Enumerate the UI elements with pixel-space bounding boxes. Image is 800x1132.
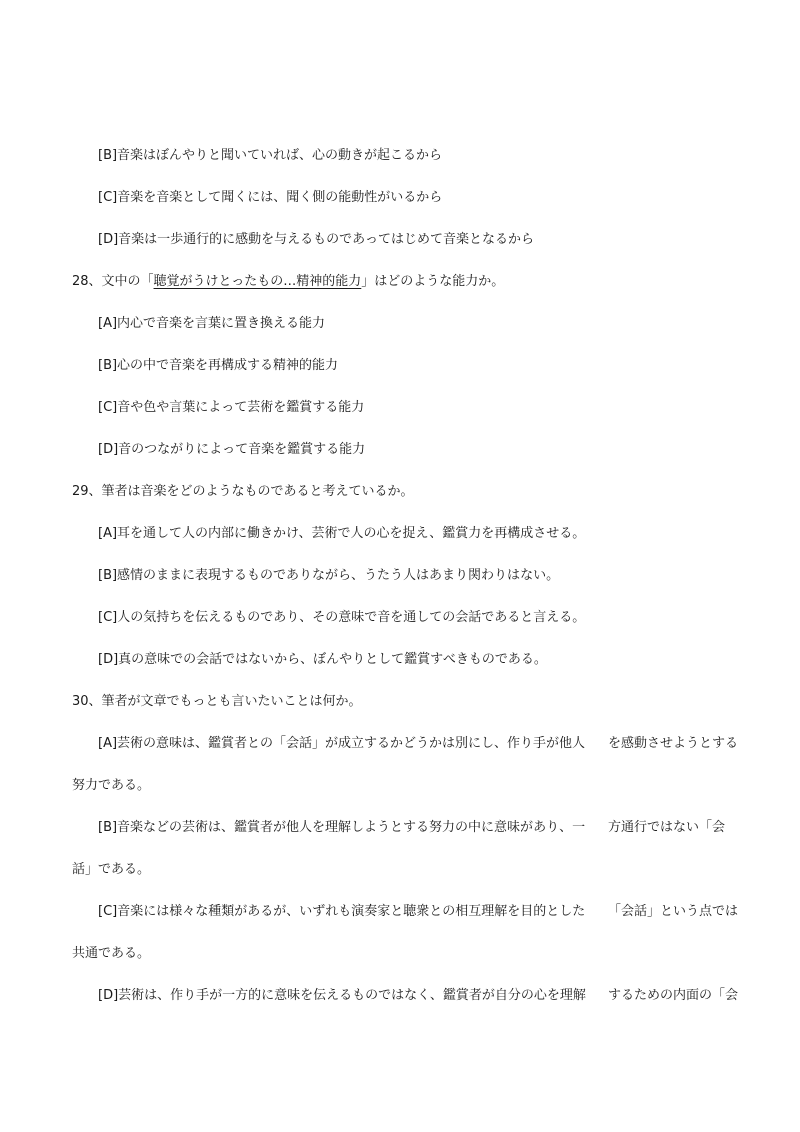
- q30-question: 30、筆者が文章でもっとも言いたいことは何か。: [72, 694, 362, 709]
- q30-option-d-tail: するための内面の「会: [608, 988, 739, 1003]
- q29-option-c: [C]人の気持ちを伝えるものであり、その意味で音を通しての会話であると言える。: [98, 610, 586, 625]
- q30-option-b-continuation: 話」である。: [72, 862, 151, 877]
- q30-option-a-continuation: 努力である。: [72, 778, 151, 793]
- q29-option-a: [A]耳を通して人の内部に働きかけ、芸術で人の心を捉え、鑑賞力を再構成させる。: [98, 526, 586, 541]
- q27-option-b: [B]音楽はぼんやりと聞いていれば、心の動きが起こるから: [98, 148, 443, 163]
- q27-option-c: [C]音楽を音楽として聞くには、聞く側の能動性がいるから: [98, 190, 443, 205]
- q28-option-b: [B]心の中で音楽を再構成する精神的能力: [98, 358, 339, 373]
- q27-option-d: [D]音楽は一歩通行的に感動を与えるものであってはじめて音楽となるから: [98, 232, 535, 247]
- q28-option-d: [D]音のつながりによって音楽を鑑賞する能力: [98, 442, 366, 457]
- q30-option-c-tail: 「会話」という点では: [608, 904, 739, 919]
- q30-option-c-continuation: 共通である。: [72, 946, 151, 961]
- q28-quoted-phrase: 聴覚がうけとったもの…精神的能力: [153, 274, 362, 289]
- q30-option-c: [C]音楽には様々な種類があるが、いずれも演奏家と聴衆との相互理解を目的とした: [98, 904, 586, 919]
- q28-question: [72, 273, 504, 291]
- q30-option-a: [A]芸術の意味は、鑑賞者との「会話」が成立するかどうかは別にし、作り手が他人: [98, 736, 586, 751]
- q30-option-b-tail: 方通行ではない「会: [608, 820, 726, 835]
- q29-option-d: [D]真の意味での会話ではないから、ぼんやりとして鑑賞すべきものである。: [98, 652, 547, 667]
- q28-suffix: 」はどのような能力か。: [361, 274, 505, 289]
- q30-option-d: [D]芸術は、作り手が一方的に意味を伝えるものではなく、鑑賞者が自分の心を理解: [98, 988, 586, 1003]
- q29-option-b: [B]感情のままに表現するものでありながら、うたう人はあまり関わりはない。: [98, 568, 560, 583]
- q28-option-c: [C]音や色や言葉によって芸術を鑑賞する能力: [98, 400, 365, 415]
- q28-option-a: [A]内心で音楽を言葉に置き換える能力: [98, 316, 326, 331]
- q29-question: 29、筆者は音楽をどのようなものであると考えているか。: [72, 484, 414, 499]
- q30-option-a-tail: を感動させようとする: [608, 736, 739, 751]
- q30-option-b: [B]音楽などの芸術は、鑑賞者が他人を理解しようとする努力の中に意味があり、一: [98, 820, 586, 835]
- q28-prefix: 28、文中の「: [72, 274, 154, 289]
